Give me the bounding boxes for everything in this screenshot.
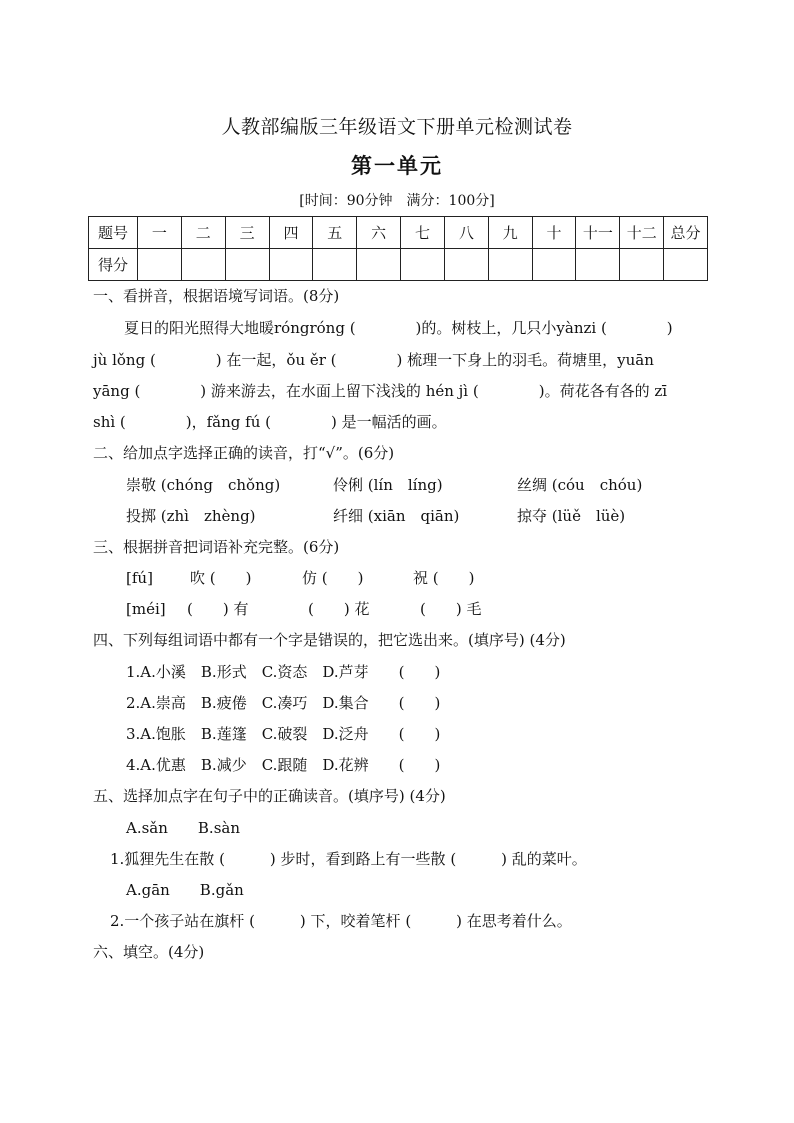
score-table-header-row — [89, 217, 708, 249]
q5-sentence-1: 1.狐狸先生在散 ( ) 步时，看到路上有一些散 ( ) 乱的菜叶。 — [110, 850, 587, 868]
score-cell[interactable] — [576, 249, 620, 281]
score-cell[interactable] — [357, 249, 401, 281]
score-col-11: 十一 — [576, 217, 620, 249]
page-title: 人教部编版三年级语文下册单元检测试卷 — [221, 116, 573, 138]
q2-item: 丝绸 (cóu chóu) — [517, 476, 643, 494]
q2-heading: 二、给加点字选择正确的读音，打“√”。(6分) — [93, 444, 395, 462]
score-col-10: 十 — [532, 217, 576, 249]
q1-line-1: 夏日的阳光照得大地暖róngróng ( )的。树枝上，几只小yànzi ( ) — [124, 319, 673, 337]
q4-item: 2.A.崇高 B.疲倦 C.凑巧 D.集合 ( ) — [126, 694, 441, 712]
q5-options-1: A.sǎn B.sàn — [126, 819, 240, 837]
score-col-12: 十二 — [620, 217, 664, 249]
score-cell[interactable] — [620, 249, 664, 281]
score-col-4: 四 — [269, 217, 313, 249]
q5-heading: 五、选择加点字在句子中的正确读音。(填序号) (4分) — [93, 787, 446, 805]
q3-blank: ( ) 毛 — [420, 600, 482, 618]
q5-sentence-2: 2.一个孩子站在旗杆 ( ) 下，咬着笔杆 ( ) 在思考着什么。 — [110, 912, 572, 930]
score-cell[interactable] — [225, 249, 269, 281]
exam-meta: [时间：90分钟 满分：100分] — [299, 193, 495, 209]
q2-item: 纤细 (xiān qiān) — [333, 507, 460, 525]
score-table — [88, 216, 708, 281]
q1-line-3: yāng ( ) 游来游去，在水面上留下浅浅的 hén jì ( )。荷花各有各的 zī — [93, 382, 668, 400]
score-col-6: 六 — [357, 217, 401, 249]
score-row-label: 得分 — [89, 249, 138, 281]
q5-options-2: A.gān B.gǎn — [126, 881, 244, 899]
q3-blank: ( ) 花 — [308, 600, 370, 618]
score-col-1: 一 — [138, 217, 182, 249]
q3-blank: 祝 ( ) — [413, 569, 475, 587]
score-cell[interactable] — [401, 249, 445, 281]
q1-heading: 一、看拼音，根据语境写词语。(8分) — [93, 287, 340, 305]
score-cell[interactable] — [488, 249, 532, 281]
q3-heading: 三、根据拼音把词语补充完整。(6分) — [93, 538, 340, 556]
q3-blank: 仿 ( ) — [302, 569, 364, 587]
unit-title: 第一单元 — [351, 153, 443, 178]
score-cell[interactable] — [269, 249, 313, 281]
score-cell[interactable] — [181, 249, 225, 281]
q1-line-2: jù lǒng ( ) 在一起，ǒu ěr ( ) 梳理一下身上的羽毛。荷塘里，yuān — [93, 351, 654, 369]
score-row-label: 题号 — [89, 217, 138, 249]
q4-item: 4.A.优惠 B.减少 C.跟随 D.花辨 ( ) — [126, 756, 441, 774]
q3-pinyin: [méi] — [126, 600, 166, 618]
q6-heading: 六、填空。(4分) — [93, 943, 205, 961]
score-col-8: 八 — [444, 217, 488, 249]
score-col-2: 二 — [181, 217, 225, 249]
q3-blank: 吹 ( ) — [190, 569, 252, 587]
q1-line-4: shì ( )，fǎng fú ( ) 是一幅活的画。 — [93, 413, 447, 431]
q2-item: 伶俐 (lín líng) — [333, 476, 443, 494]
q2-item: 崇敬 (chóng chǒng) — [126, 476, 281, 494]
score-cell[interactable] — [138, 249, 182, 281]
score-col-7: 七 — [401, 217, 445, 249]
q4-heading: 四、下列每组词语中都有一个字是错误的，把它选出来。(填序号) (4分) — [93, 631, 566, 649]
score-cell[interactable] — [664, 249, 708, 281]
score-col-5: 五 — [313, 217, 357, 249]
score-cell[interactable] — [532, 249, 576, 281]
q2-item: 投掷 (zhì zhèng) — [126, 507, 256, 525]
q4-item: 3.A.饱胀 B.莲篷 C.破裂 D.泛舟 ( ) — [126, 725, 441, 743]
q2-item: 掠夺 (lüě lüè) — [517, 507, 626, 525]
score-col-total: 总分 — [664, 217, 708, 249]
score-col-3: 三 — [225, 217, 269, 249]
q4-item: 1.A.小溪 B.形式 C.资态 D.芦芽 ( ) — [126, 663, 441, 681]
score-table-score-row — [89, 249, 708, 281]
q3-blank: ( ) 有 — [187, 600, 249, 618]
score-cell[interactable] — [444, 249, 488, 281]
score-col-9: 九 — [488, 217, 532, 249]
q3-pinyin: [fú] — [126, 569, 153, 587]
score-cell[interactable] — [313, 249, 357, 281]
